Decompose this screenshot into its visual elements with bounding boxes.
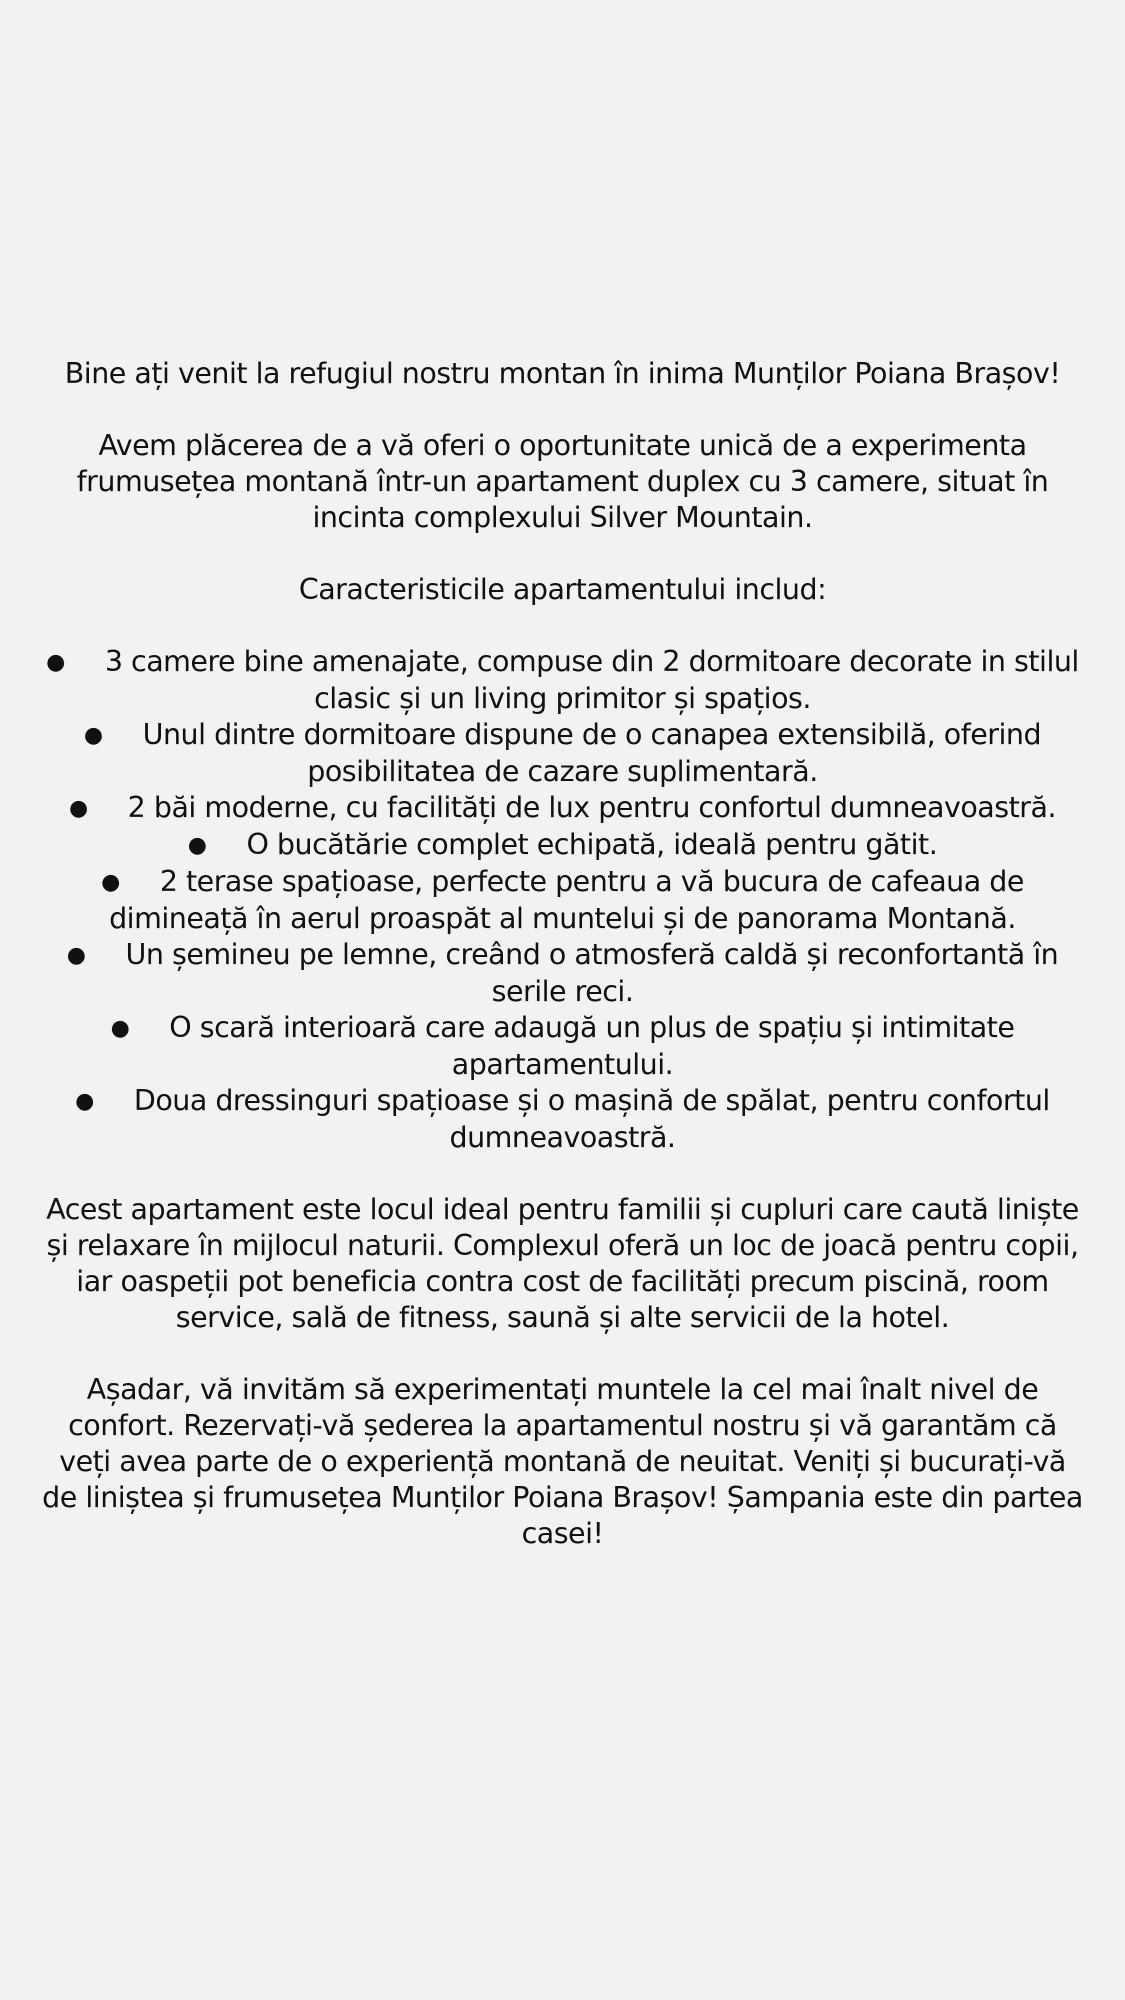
feature-item xyxy=(40,717,1085,790)
feature-item xyxy=(40,644,1085,717)
feature-text: Un șemineu pe lemne, creând o atmosferă caldă și reconfortantă în serile reci. xyxy=(125,938,1059,1008)
intro-text: Avem plăcerea de a vă oferi o oportunitate unică de a experimenta frumusețea montană într-un apartament duplex cu 3 camere, situat în incinta complexului Silver Mountain. xyxy=(76,429,1049,534)
feature-text: O bucătărie complet echipată, ideală pentru gătit. xyxy=(246,828,938,861)
feature-item xyxy=(40,827,1085,864)
bullet-icon: ● xyxy=(187,833,207,858)
feature-text: Unul dintre dormitoare dispune de o canapea extensibilă, oferind posibilitatea de cazare suplimentară. xyxy=(142,718,1042,788)
bullet-icon: ● xyxy=(46,650,65,675)
feature-item xyxy=(40,937,1085,1010)
bullet-icon: ● xyxy=(66,943,86,968)
feature-item xyxy=(40,1010,1085,1083)
feature-text: Doua dressinguri spațioase și o mașină de spălat, pentru confortul dumneavoastră. xyxy=(133,1084,1050,1154)
feature-text: 2 terase spațioase, perfecte pentru a vă bucura de cafeaua de dimineață în aerul proaspăt al muntelui și de panorama Montană. xyxy=(109,865,1024,935)
bullet-icon: ● xyxy=(68,796,88,821)
ideal-for-text: Acest apartament este locul ideal pentru familii și cupluri care caută liniște și relaxare în mijlocul naturii. Complexul oferă un loc de joacă pentru copii, iar oaspeții pot beneficia contra cost de facilități precum piscină, room service, sală de fitness, saună și alte servicii de la hotel. xyxy=(46,1193,1079,1334)
features-heading: Caracteristicile apartamentului includ: xyxy=(298,573,827,606)
welcome-text: Bine ați venit la refugiul nostru montan în inima Munților Poiana Brașov! xyxy=(64,357,1061,390)
bullet-icon: ● xyxy=(110,1016,130,1041)
feature-text: 3 camere bine amenajate, compuse din 2 dormitoare decorate in stilul clasic și un living primitor și spațios. xyxy=(104,645,1079,715)
features-list xyxy=(40,644,1085,1156)
bullet-icon: ● xyxy=(75,1089,94,1114)
feature-item xyxy=(40,864,1085,937)
closing-text: Așadar, vă invităm să experimentați muntele la cel mai înalt nivel de confort. Rezervați-vă șederea la apartamentul nostru și vă garantăm că veți avea parte de o experiență montană de neuitat. Veniți și bucurați-vă de liniștea și frumusețea Munților Poiana Brașov! Șampania este din partea casei! xyxy=(42,1373,1083,1550)
feature-item xyxy=(40,790,1085,827)
feature-text: 2 băi moderne, cu facilități de lux pentru confortul dumneavoastră. xyxy=(127,791,1057,824)
bullet-icon: ● xyxy=(83,723,103,748)
bullet-icon: ● xyxy=(101,870,120,895)
feature-text: O scară interioară care adaugă un plus de spațiu și intimitate apartamentului. xyxy=(169,1011,1015,1081)
feature-item xyxy=(40,1083,1085,1156)
story-text-block xyxy=(40,356,1085,1552)
